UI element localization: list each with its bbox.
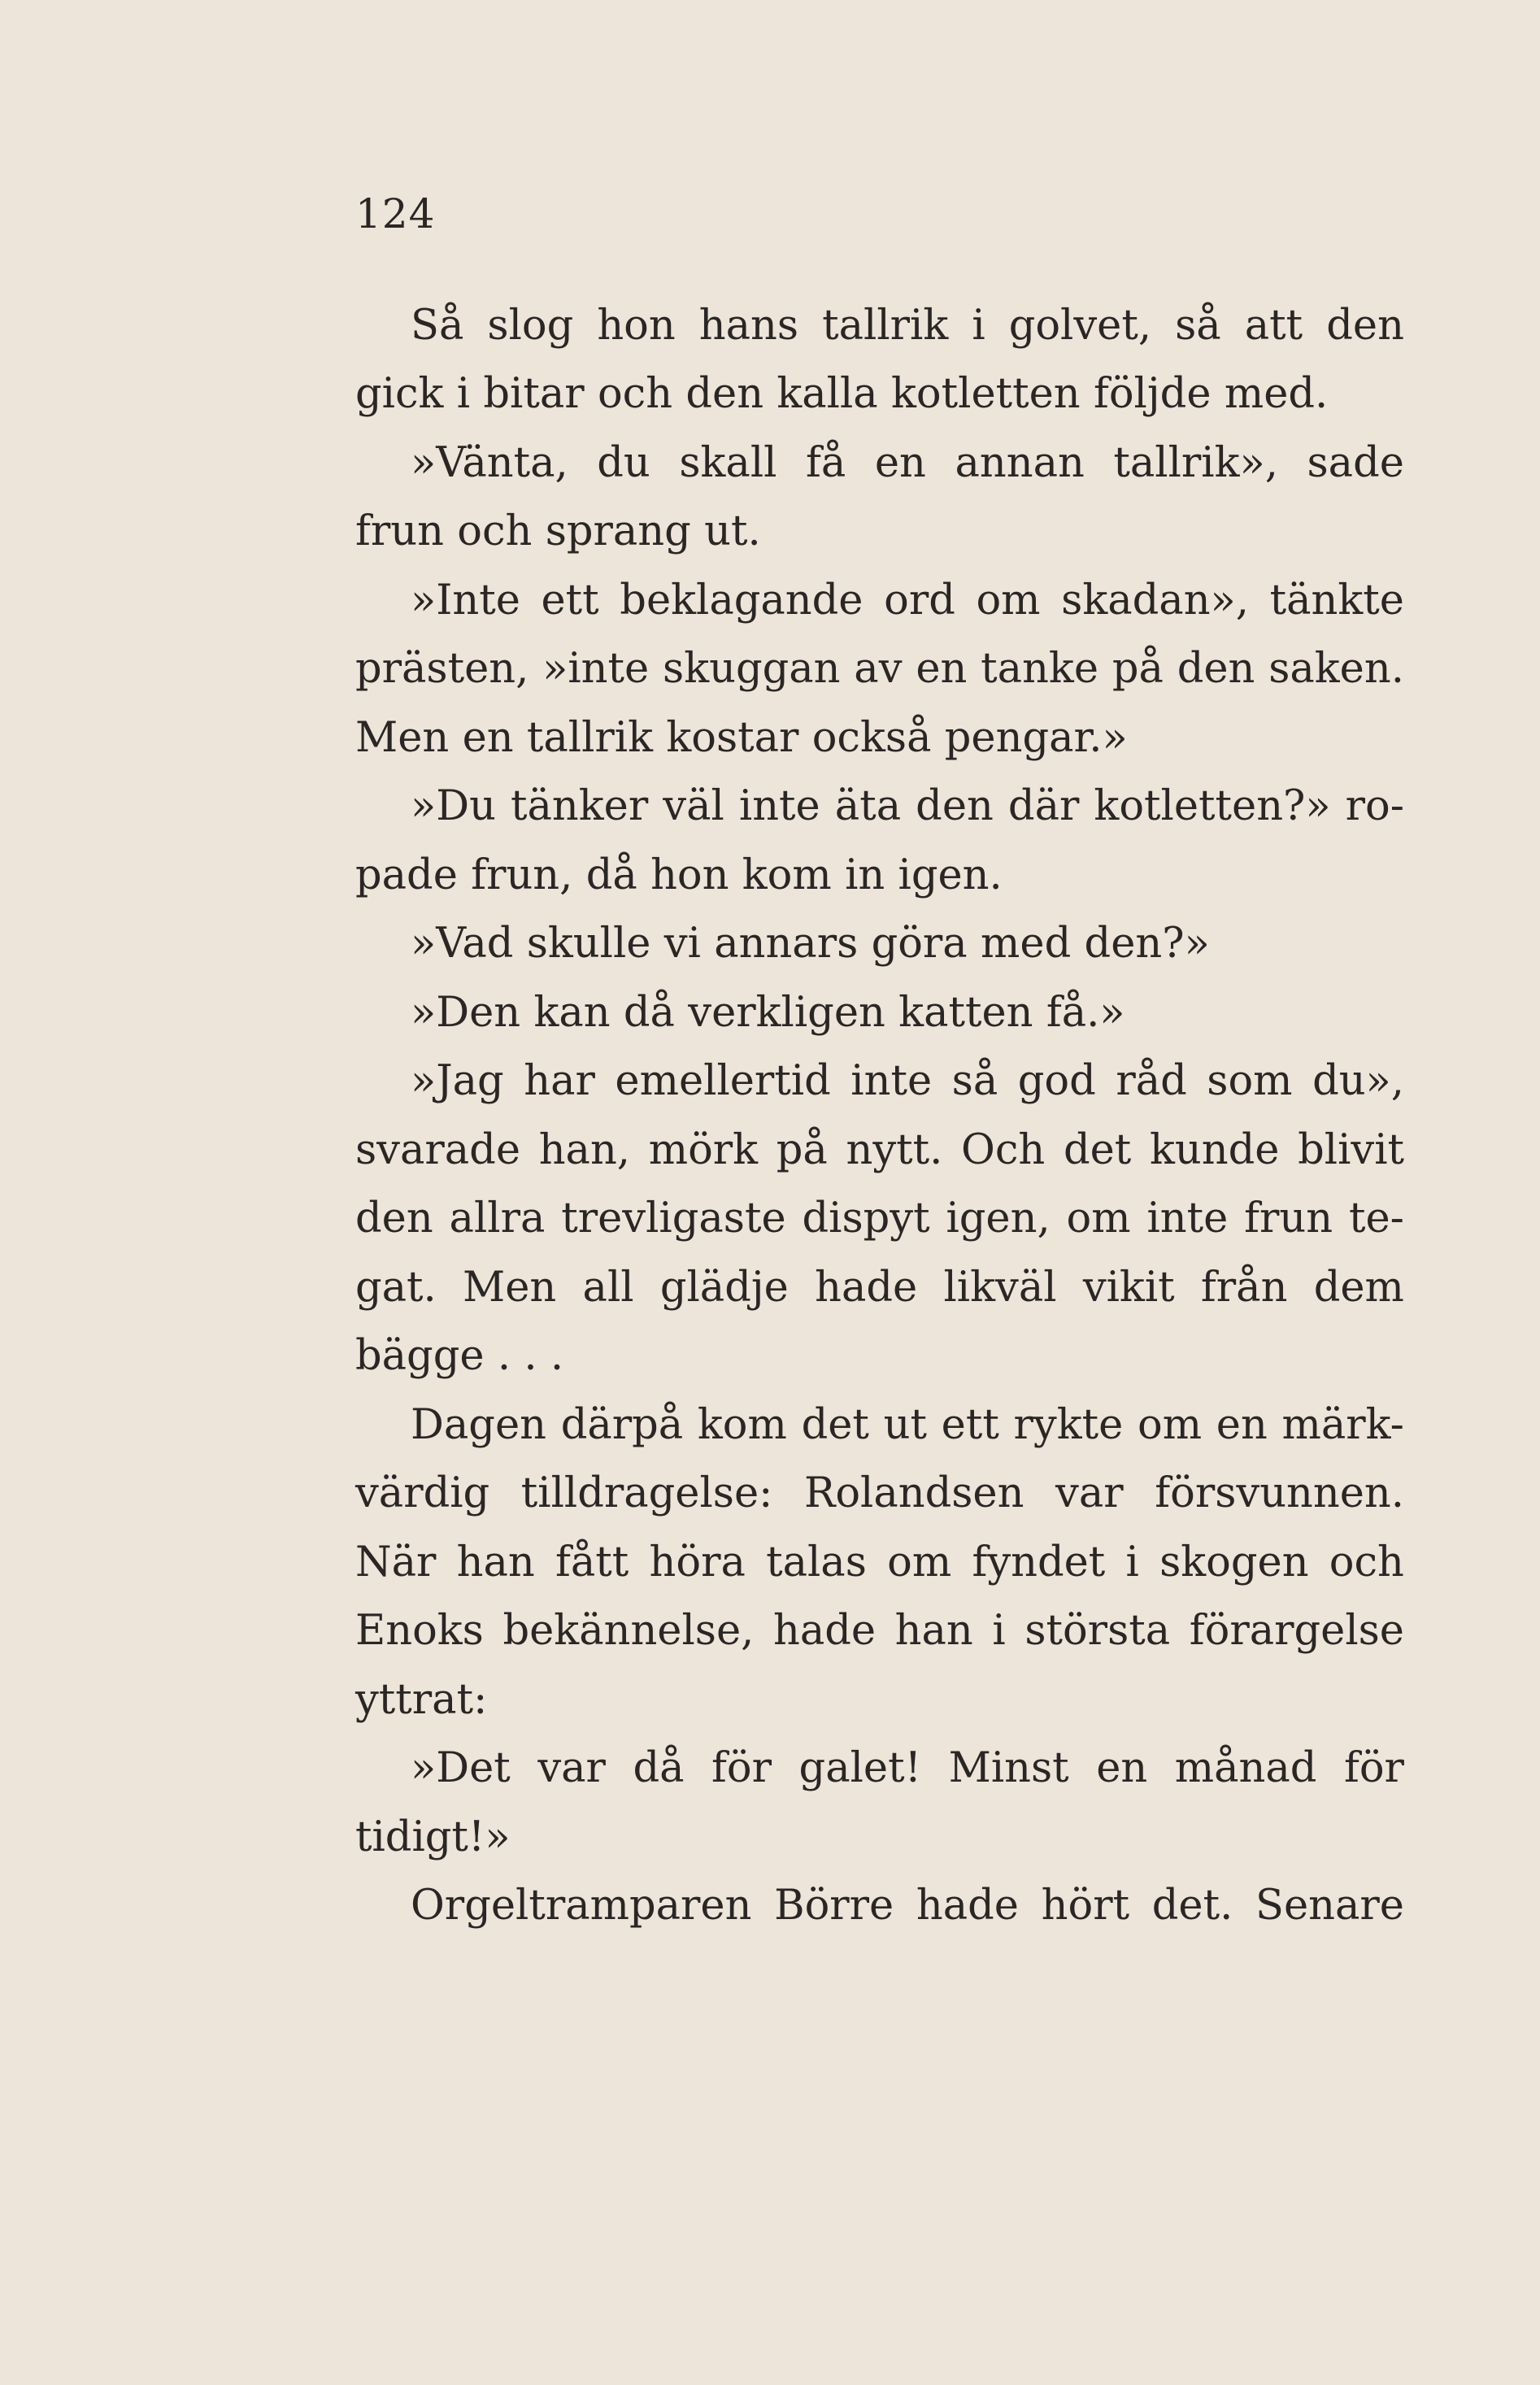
word: få.» — [1046, 988, 1125, 1037]
word: emellertid — [615, 1057, 831, 1106]
word: kom — [697, 1400, 787, 1449]
word: Men — [463, 1263, 557, 1312]
word: hon — [597, 301, 676, 350]
text-line — [355, 566, 1404, 635]
word: hade — [815, 1263, 918, 1312]
word: Senare — [1255, 1882, 1404, 1930]
word: »Jag — [411, 1057, 504, 1106]
word: kunde — [1149, 1125, 1280, 1174]
word: ett — [941, 1400, 999, 1449]
word: ett — [541, 576, 599, 625]
word: hört — [1041, 1882, 1130, 1930]
word: igen, — [946, 1195, 1051, 1243]
word: trevligaste — [561, 1195, 786, 1243]
word: kalla — [777, 370, 878, 419]
text-line — [355, 360, 1404, 429]
word: och — [1329, 1538, 1404, 1586]
word: »Vänta, — [411, 438, 568, 487]
word: skulle — [526, 920, 651, 968]
word: »Du — [411, 782, 496, 831]
text-line — [355, 978, 1404, 1047]
word: frun, — [471, 851, 573, 899]
word: så — [951, 1057, 998, 1106]
word: och — [457, 507, 533, 556]
word: en — [1216, 1400, 1268, 1449]
word: galet! — [798, 1744, 922, 1793]
word: kostar — [666, 713, 799, 762]
word: Och — [961, 1125, 1046, 1174]
word: med. — [1224, 370, 1329, 419]
word: in — [845, 851, 885, 899]
word: Så — [411, 301, 464, 350]
word: var — [1055, 1469, 1124, 1518]
word: tilldragelse: — [520, 1469, 773, 1518]
text-line — [355, 1734, 1404, 1804]
word: och — [597, 370, 673, 419]
word: beklagande — [620, 576, 864, 625]
word: »Vad — [411, 920, 514, 968]
word: annars — [714, 920, 859, 968]
word: han — [456, 1538, 535, 1586]
word: tanke — [981, 645, 1099, 694]
text-line — [355, 1322, 1404, 1391]
word: »inte — [542, 645, 650, 694]
word: glädje — [659, 1263, 789, 1312]
word: sade — [1307, 438, 1404, 487]
word: i — [456, 370, 471, 419]
text-line — [355, 841, 1404, 910]
word: försvunnen. — [1155, 1469, 1404, 1518]
text-line — [355, 703, 1404, 773]
word: höra — [649, 1538, 746, 1586]
word: en — [916, 645, 968, 694]
word: dem — [1313, 1263, 1404, 1312]
word: »Det — [411, 1744, 511, 1793]
word: från — [1200, 1263, 1288, 1312]
word: Orgeltramparen — [411, 1882, 752, 1930]
word: då — [585, 851, 637, 899]
word: pengar.» — [944, 713, 1128, 762]
word: När — [355, 1538, 437, 1586]
word: det — [801, 1400, 869, 1449]
word: blivit — [1298, 1125, 1404, 1174]
word: råd — [1116, 1057, 1187, 1106]
word: god — [1017, 1057, 1096, 1106]
text-line — [355, 1460, 1404, 1529]
word: likväl — [943, 1263, 1057, 1312]
word: med — [981, 920, 1072, 968]
text-line — [355, 1528, 1404, 1597]
text-line — [355, 1116, 1404, 1185]
word: svarade — [355, 1125, 521, 1174]
word: största — [1024, 1607, 1171, 1656]
text-line — [355, 1872, 1404, 1941]
word: månad — [1174, 1744, 1317, 1793]
word: ro- — [1345, 782, 1404, 831]
word: om — [976, 576, 1041, 625]
word: kotletten — [891, 370, 1081, 419]
word: Enoks — [355, 1607, 484, 1656]
word: en — [1096, 1744, 1148, 1793]
word: då — [623, 988, 675, 1037]
word: ord — [884, 576, 955, 625]
word: all — [582, 1263, 634, 1312]
word: då — [633, 1744, 685, 1793]
word: du», — [1312, 1057, 1404, 1106]
word: värdig — [355, 1469, 490, 1518]
word: bägge — [355, 1332, 485, 1381]
word: var — [537, 1744, 606, 1793]
word: ut — [883, 1400, 927, 1449]
word: det. — [1151, 1882, 1233, 1930]
text-line — [355, 1047, 1404, 1116]
word: »Den — [411, 988, 521, 1037]
word: märk- — [1281, 1400, 1404, 1449]
word: tänkte — [1269, 576, 1404, 625]
word: bekännelse, — [502, 1607, 755, 1656]
word: tallrik — [822, 301, 949, 350]
word: golvet, — [1008, 301, 1152, 350]
word: katten — [898, 988, 1033, 1037]
text-line — [355, 1185, 1404, 1254]
word: för — [1343, 1744, 1404, 1793]
word: saken. — [1268, 645, 1404, 694]
word: Rolandsen — [803, 1469, 1024, 1518]
word: yttrat: — [355, 1675, 488, 1724]
text-line — [355, 1391, 1404, 1460]
word: skogen — [1159, 1538, 1309, 1586]
word: . — [550, 1332, 564, 1381]
word: skuggan — [663, 645, 841, 694]
word: Minst — [948, 1744, 1069, 1793]
text-line — [355, 635, 1404, 704]
text-line — [355, 1597, 1404, 1666]
word: inte — [850, 1057, 933, 1106]
word: som — [1207, 1057, 1293, 1106]
word: . — [497, 1332, 511, 1381]
word: »Inte — [411, 576, 520, 625]
text-line — [355, 1803, 1404, 1872]
word: gick — [355, 370, 444, 419]
word: allra — [449, 1195, 546, 1243]
word: väl — [663, 782, 724, 831]
word: kotletten?» — [1094, 782, 1331, 831]
word: Börre — [774, 1882, 894, 1930]
word: på — [776, 1125, 828, 1174]
word: annan — [955, 438, 1085, 487]
word: om — [1066, 1195, 1131, 1243]
text-line — [355, 291, 1404, 360]
word: kom — [742, 851, 832, 899]
text-line — [355, 910, 1404, 979]
word: har — [524, 1057, 595, 1106]
word: därpå — [560, 1400, 684, 1449]
word: så — [1175, 301, 1221, 350]
word: att — [1244, 301, 1303, 350]
word: hade — [916, 1882, 1019, 1930]
word: vikit — [1082, 1263, 1175, 1312]
word: te- — [1348, 1195, 1404, 1243]
word: i — [992, 1607, 1006, 1656]
text-line — [355, 429, 1404, 498]
word: förargelse — [1189, 1607, 1404, 1656]
word: tidigt!» — [355, 1813, 511, 1861]
word: kan — [533, 988, 611, 1037]
word: om — [887, 1538, 952, 1586]
word: pade — [355, 851, 458, 899]
word: det — [1063, 1125, 1132, 1174]
word: ut. — [704, 507, 761, 556]
word: skall — [679, 438, 777, 487]
word: Men — [355, 713, 450, 762]
word: också — [811, 713, 932, 762]
word: för — [711, 1744, 772, 1793]
word: tänker — [511, 782, 649, 831]
word: inte — [1146, 1195, 1229, 1243]
word: igen. — [898, 851, 1003, 899]
word: frun — [355, 507, 444, 556]
word: på — [1111, 645, 1164, 694]
word: tallrik», — [1113, 438, 1278, 487]
word: frun — [1244, 1195, 1333, 1243]
word: den — [355, 1195, 433, 1243]
word: hade — [772, 1607, 877, 1656]
page-number: 124 — [355, 190, 436, 237]
word: följde — [1093, 370, 1212, 419]
word: fyndet — [972, 1538, 1106, 1586]
word: den — [1326, 301, 1404, 350]
word: . — [524, 1332, 537, 1381]
word: mörk — [648, 1125, 759, 1174]
word: nytt. — [846, 1125, 943, 1174]
word: verkligen — [688, 988, 885, 1037]
word: den?» — [1084, 920, 1210, 968]
text-line — [355, 1253, 1404, 1322]
word: han — [894, 1607, 973, 1656]
word: göra — [871, 920, 968, 968]
word: där — [1007, 782, 1080, 831]
word: vi — [663, 920, 701, 968]
word: hon — [650, 851, 729, 899]
word: rykte — [1013, 1400, 1124, 1449]
word: inte — [738, 782, 820, 831]
word: fått — [555, 1538, 629, 1586]
word: en — [462, 713, 514, 762]
text-line — [355, 498, 1404, 567]
word: skadan», — [1061, 576, 1249, 625]
word: om — [1138, 1400, 1203, 1449]
text-line — [355, 1665, 1404, 1734]
word: hans — [698, 301, 799, 350]
word: han, — [538, 1125, 631, 1174]
word: talas — [766, 1538, 867, 1586]
word: Dagen — [411, 1400, 546, 1449]
word: en — [874, 438, 926, 487]
word: den — [1177, 645, 1255, 694]
word: dispyt — [802, 1195, 930, 1243]
word: du — [597, 438, 650, 487]
word: slog — [487, 301, 574, 350]
word: i — [972, 301, 985, 350]
word: bitar — [483, 370, 585, 419]
word: den — [685, 370, 764, 419]
word: få — [806, 438, 846, 487]
word: den — [916, 782, 994, 831]
body-text — [355, 291, 1404, 1940]
word: av — [854, 645, 903, 694]
word: tallrik — [526, 713, 654, 762]
word: sprang — [545, 507, 691, 556]
text-line — [355, 773, 1404, 842]
word: gat. — [355, 1263, 437, 1312]
word: prästen, — [355, 645, 529, 694]
word: i — [1125, 1538, 1139, 1586]
word: äta — [834, 782, 902, 831]
